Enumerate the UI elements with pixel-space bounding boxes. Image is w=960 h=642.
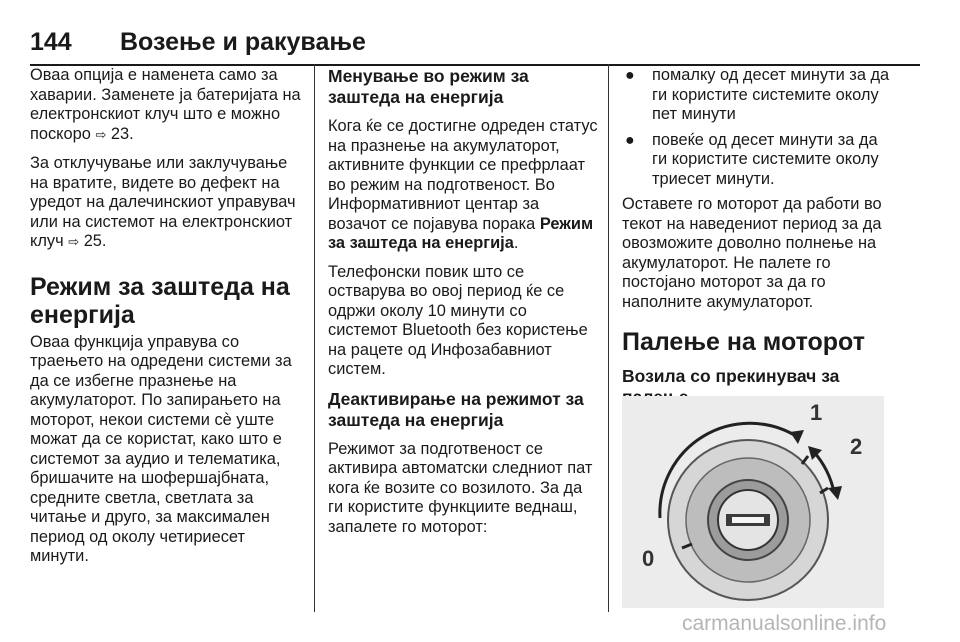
page-title: Возење и ракување [120, 28, 366, 56]
position-label-1: 1 [810, 400, 823, 425]
page-ref-link[interactable]: 25. [83, 232, 107, 250]
paragraph-locking: За отклучување или заклучување на вратите, видете во дефект на уредот на далечинскиот управувач или на системот на електронскиот клуч ⇨ 25. [30, 154, 296, 250]
subheading-switching-mode: Менување во режим за заштеда на енергија [328, 66, 529, 107]
column-3 [622, 66, 892, 417]
bullet-icon: ● [625, 131, 635, 149]
section-heading-engine-start: Палење на моторот [622, 328, 865, 356]
position-label-2: 2 [850, 434, 863, 459]
key-blade [732, 517, 764, 523]
column-divider-1 [314, 64, 315, 612]
paragraph-switching-mode: Кога ќе се достигне одреден статус на празнење на акумулаторот, активните функции се префрлаат во режим на подготвеност. Во Информативниот центар за возачот се појавува порака Режим за заштеда на енергија. [328, 117, 598, 252]
paragraph-deactivation: Режимот за подготвеност се активира автоматски следниот пат кога ќе возите со возилото. За да ги користите функциите веднаш, запалете го моторот: [328, 439, 593, 536]
paragraph-phone-call: Телефонски повик што се остварува во овој период ќе се одржи околу 10 минути со системот Bluetooth без користење на рацете од Инфозабавниот систем. [328, 262, 588, 378]
column-2 [328, 66, 598, 546]
list-item: ● помалку од десет минути за да ги користите системите околу пет минути [625, 66, 890, 123]
page-ref-arrow-icon: ⇨ [95, 127, 107, 143]
ignition-switch-illustration [622, 396, 884, 608]
paragraph-energy-saving: Оваа функција управува со траењето на одредени системи за да се избегне празнење на акумулаторот. По запирањето на моторот, некои системи сѐ уште можат да се користат, како што е системот за аудио и телематика, бришачите на шофершајбната, средните светла, светлата за читање и друго, за максимален период од околу четириесет минути. [30, 332, 292, 565]
message-text: Режим за заштеда на енергија [328, 214, 594, 252]
ignition-switch-figure [622, 396, 884, 608]
bullet-icon: ● [625, 67, 635, 84]
position-label-0: 0 [642, 546, 655, 571]
arrow-head-icon [790, 430, 804, 444]
column-1 [30, 66, 304, 576]
arrow-head-icon [828, 486, 842, 500]
page-ref-arrow-icon: ⇨ [68, 235, 80, 250]
page-number: 144 [30, 28, 72, 56]
column-divider-2 [608, 64, 609, 612]
paragraph-engine-running: Оставете го моторот да работи во текот на наведениот период за да овозможите доволно полнење на акумулаторот. Не палете го постојано моторот за да го наполните акумулаторот. [622, 195, 882, 311]
page-ref-link[interactable]: 23. [110, 124, 134, 143]
watermark: carmanualsonline.info [682, 612, 887, 635]
page-header [30, 14, 930, 54]
section-heading-energy-saving: Режим за заштеда на енергија [30, 272, 290, 329]
subheading-ignition-switch: Возила со прекинувач за [622, 366, 840, 386]
list-item: ● повеќе од десет минути за да ги користите системите околу триесет минути. [625, 130, 879, 188]
bullet-list [622, 66, 892, 189]
paragraph-battery: Оваа опција е наменета само за хаварии. Заменете ја батеријата на електронскиот клуч што е можно поскоро ⇨ 23. [30, 66, 301, 143]
subheading-deactivation: Деактивирање на режимот за заштеда на енергија [328, 388, 584, 430]
